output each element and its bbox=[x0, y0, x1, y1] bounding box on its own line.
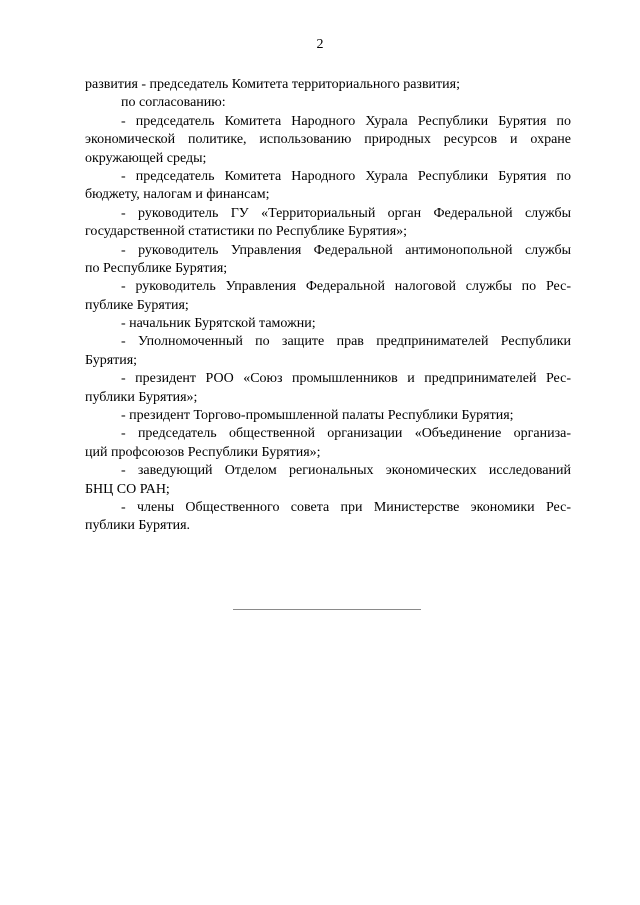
text-line: - президент РОО «Союз промышленников и предпринимателей Рес- bbox=[121, 371, 571, 387]
text-line: государственной статистики по Республике Бурятия»; bbox=[85, 224, 408, 240]
text-line: - руководитель Управления Федеральной антимонопольной службы bbox=[121, 242, 571, 258]
text-line: по Республике Бурятия; bbox=[85, 260, 228, 276]
text-line: ций профсоюзов Республики Бурятия»; bbox=[85, 444, 321, 460]
text-line: - начальник Бурятской таможни; bbox=[121, 316, 316, 332]
page-number: 2 bbox=[316, 37, 324, 52]
text-line: - руководитель ГУ «Территориальный орган Федеральной службы bbox=[121, 205, 571, 221]
text-line: бюджету, налогам и финансам; bbox=[85, 187, 270, 203]
text-line: публике Бурятия; bbox=[85, 297, 189, 313]
text-line: - председатель общественной организации «Объединение организа- bbox=[121, 426, 571, 442]
text-line: по согласованию: bbox=[121, 95, 226, 111]
text-line: Бурятия; bbox=[85, 352, 138, 368]
end-separator-line bbox=[233, 609, 421, 610]
text-line: - председатель Комитета Народного Хурала Республики Бурятия по bbox=[121, 113, 571, 129]
text-line: - председатель Комитета Народного Хурала Республики Бурятия по bbox=[121, 168, 571, 184]
text-line: публики Бурятия. bbox=[85, 518, 191, 534]
text-line: развития - председатель Комитета территориального развития; bbox=[85, 77, 460, 92]
text-line: - руководитель Управления Федеральной налоговой службы по Рес- bbox=[121, 279, 571, 295]
text-line: публики Бурятия»; bbox=[85, 389, 198, 405]
document-body bbox=[85, 76, 571, 536]
text-line: БНЦ СО РАН; bbox=[85, 481, 170, 497]
text-line: - президент Торгово-промышленной палаты Республики Бурятия; bbox=[121, 408, 514, 424]
text-line: - Уполномоченный по защите прав предпринимателей Республики bbox=[121, 334, 571, 350]
text-line: окружающей среды; bbox=[85, 150, 207, 166]
text-line: - заведующий Отделом региональных экономических исследований bbox=[121, 463, 571, 479]
text-line: - члены Общественного совета при Министерстве экономики Рес- bbox=[121, 499, 571, 515]
text-line: экономической политике, использованию природных ресурсов и охране bbox=[85, 132, 571, 148]
